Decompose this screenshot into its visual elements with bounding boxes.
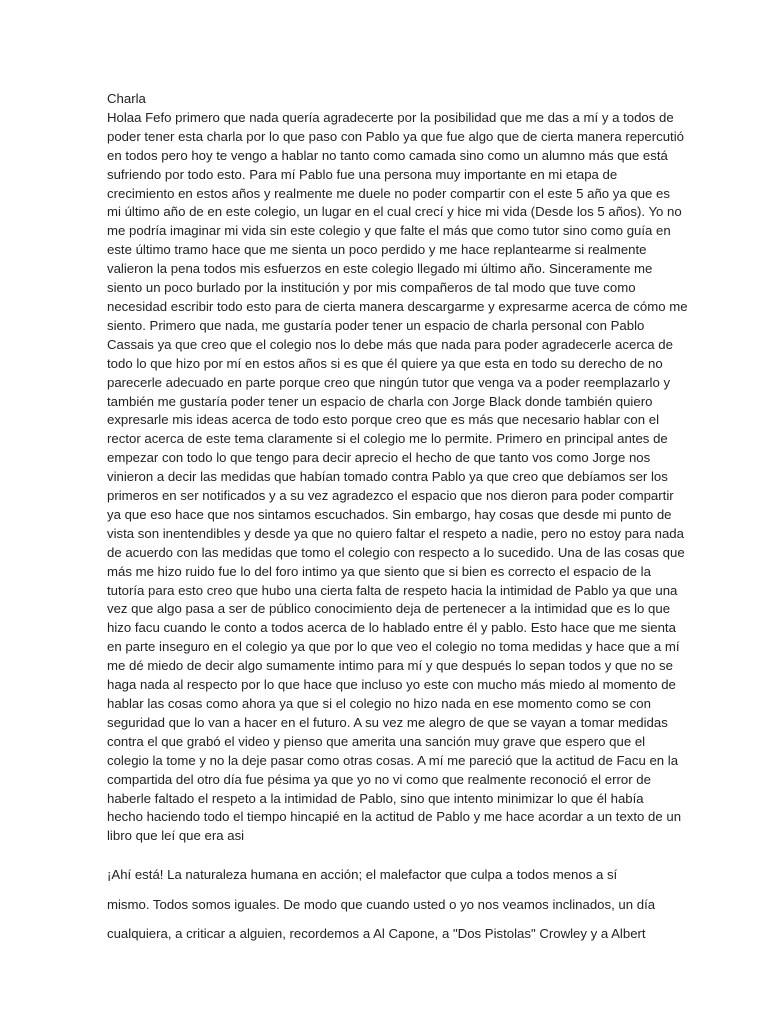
- paragraph-line: hecho haciendo todo el tiempo hincapié en la actitud de Pablo y me hace acordar a un texto de un: [107, 809, 682, 825]
- paragraph-line: todo lo que hizo por mí en estos años si es que él quiere ya que esta en todo su derecho de no: [107, 355, 663, 371]
- paragraph-line: tutoría para esto creo que hubo una cierta falta de respeto hacia la intimidad de Pablo ya que una: [107, 582, 678, 598]
- paragraph-line: expresarle mis ideas acerca de todo esto porque creo que es más que necesario hablar con el: [107, 412, 660, 428]
- document-title: Charla: [107, 91, 146, 106]
- document-body: [107, 90, 688, 949]
- paragraph-line: vez que algo pasa a ser de público conocimiento deja de pertenecer a la intimidad que es lo que: [107, 601, 671, 617]
- paragraph-line: siento un poco burlado por la institución y por mis compañeros de tal modo que tuve como: [107, 280, 636, 296]
- paragraph-line: Holaa Fefo primero que nada quería agradecerte por la posibilidad que me das a mí y a todos de: [107, 109, 674, 125]
- paragraph-line: vinieron a decir las medidas que habían tomado contra Pablo ya que creo que debíamos ser los: [107, 469, 668, 485]
- paragraph-line: empezar con todo lo que tengo para decir aprecio el hecho de que tanto vos como Jorge nos: [107, 450, 651, 466]
- paragraph-line: este último tramo hace que me sienta un poco perdido y me hace replantearme si realmente: [107, 242, 647, 258]
- paragraph-line: colegio la tome y no la deje pasar como otras cosas. A mí me pareció que la actitud de Facu en la: [107, 752, 679, 768]
- paragraph-line: en parte inseguro en el colegio ya que por lo que veo el colegio no toma medidas y hace que a mí: [107, 639, 680, 655]
- paragraph-line: haberle faltado el respeto a la intimidad de Pablo, sino que intento minimizar lo que él había: [107, 790, 644, 806]
- quote-line: ¡Ahí está! La naturaleza humana en acción; el malefactor que culpa a todos menos a sí: [107, 867, 618, 883]
- paragraph-line: también me gustaría poder tener un espacio de charla con Jorge Black donde también quiero: [107, 393, 653, 409]
- paragraph-line: valieron la pena todos mis esfuerzos en este colegio llegado mi último año. Sinceramente me: [107, 261, 653, 277]
- paragraph-line: me dé miedo de decir algo sumamente intimo para mí y que después lo sepan todos y que no se: [107, 658, 673, 674]
- paragraph-line: hizo facu cuando le conto a todos acerca de lo hablado entre él y pablo. Esto hace que me sienta: [107, 620, 676, 636]
- paragraph-line: sufriendo por todo esto. Para mí Pablo fue una persona muy importante en mi etapa de: [107, 166, 618, 182]
- main-paragraph: [107, 109, 688, 846]
- paragraph-line: poder tener esta charla por lo que paso con Pablo ya que fue algo que de cierta manera repercutió: [107, 128, 684, 144]
- paragraph-line: mi último año de en este colegio, un lugar en el cual crecí y hice mi vida (Desde los 5 años). Yo no: [107, 204, 682, 220]
- paragraph-line: Cassais ya que creo que el colegio nos lo debe más que nada para poder agradecerle acerca de: [107, 336, 673, 352]
- paragraph-line: parecerle adecuado en parte porque creo que ningún tutor que venga va a poder reemplazarlo y: [107, 374, 671, 390]
- quote-line: mismo. Todos somos iguales. De modo que cuando usted o yo nos veamos inclinados, un día: [107, 896, 656, 912]
- paragraph-line: libro que leí que era asi: [107, 828, 245, 844]
- paragraph-line: haga nada al respecto por lo que hace que incluso yo este con mucho más miedo al momento de: [107, 677, 676, 693]
- paragraph-line: me podría imaginar mi vida sin este colegio y que falte el más que como tutor sino como guía en: [107, 223, 671, 239]
- paragraph-line: primeros en ser notificados y a su vez agradezco el espacio que nos dieron para poder compartir: [107, 488, 674, 504]
- paragraph-line: hablar las cosas como ahora ya que si el colegio no hizo nada en ese momento como se con: [107, 696, 651, 711]
- paragraph-line: en todos pero hoy te vengo a hablar no tanto como camada sino como un alumno más que está: [107, 147, 668, 163]
- paragraph-line: siento. Primero que nada, me gustaría poder tener un espacio de charla personal con Pablo: [107, 317, 645, 333]
- paragraph-line: necesidad escribir todo esto para de cierta manera descargarme y expresarme acerca de cómo me: [107, 298, 688, 314]
- paragraph-line: ya que eso hace que nos sintamos escuchados. Sin embargo, hay cosas que desde mi punto de: [107, 506, 672, 522]
- quote-paragraph: [107, 860, 667, 949]
- paragraph-line: compartida del otro día fue pésima ya que yo no vi como que realmente reconoció el error de: [107, 771, 651, 787]
- paragraph-line: seguridad que lo van a hacer en el futuro. A su vez me alegro de que se vayan a tomar medidas: [107, 714, 668, 730]
- paragraph-line: vista son inentendibles y desde ya que no quiero faltar el respeto a nadie, pero no estoy para nada: [107, 525, 684, 541]
- paragraph-line: rector acerca de este tema claramente si el colegio me lo permite. Primero en principal antes de: [107, 431, 668, 447]
- paragraph-line: contra el que grabó el video y pienso que amerita una sanción muy grave que espero que el: [107, 733, 646, 749]
- paragraph-line: más me hizo ruido fue lo del foro intimo ya que siento que si bien es correcto el espacio de la: [107, 563, 651, 579]
- quote-line: cualquiera, a criticar a alguien, recordemos a Al Capone, a "Dos Pistolas" Crowley y a Albert: [107, 926, 646, 942]
- paragraph-line: crecimiento en estos años y realmente me duele no poder compartir con el este 5 año ya que es: [107, 185, 670, 201]
- paragraph-line: de acuerdo con las medidas que tomo el colegio con respecto a lo sucedido. Una de las cosas que: [107, 544, 685, 560]
